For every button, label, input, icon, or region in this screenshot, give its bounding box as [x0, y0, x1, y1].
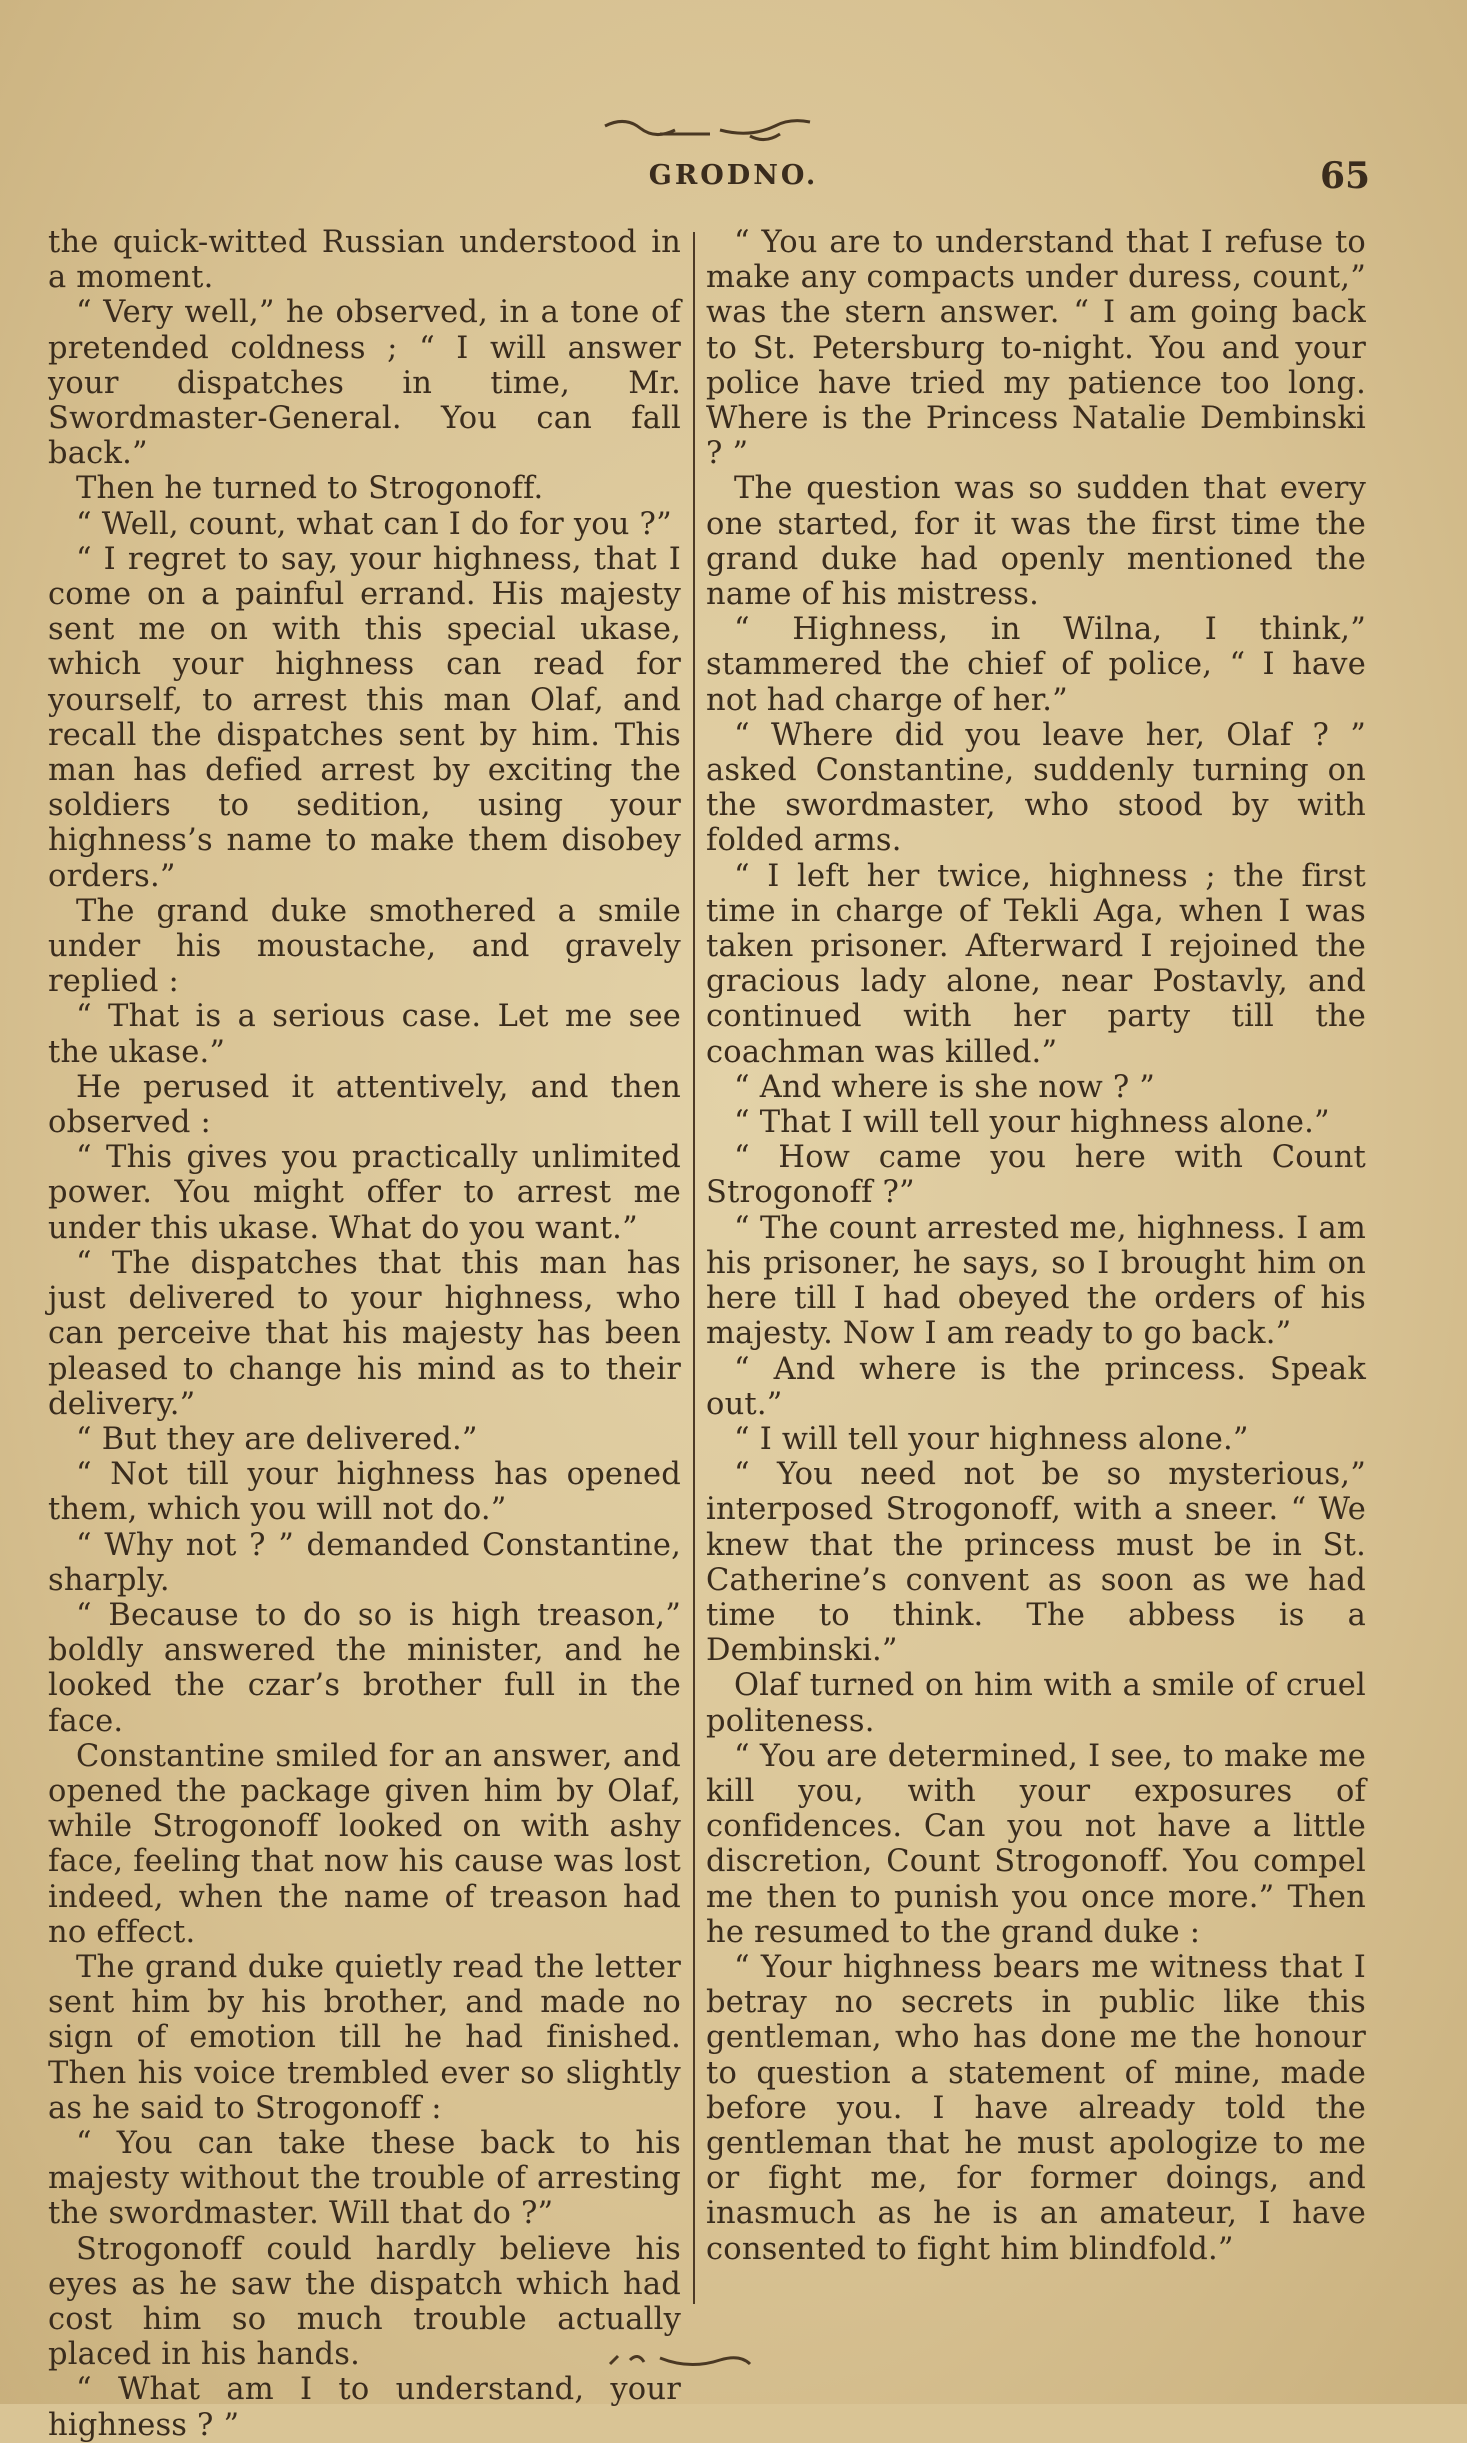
paragraph: “ I will tell your highness alone.”: [734, 1421, 1249, 1457]
paragraph: “ I regret to say, your highness, that I come on a painful errand. His majesty sent me on with this special ukase, which your highness can read for yourself, to arrest this man Olaf, and recall the dispatches sent by him. This man has defied arrest by exciting the soldiers to sedition, using your highness’s name to make them disobey orders.”: [48, 541, 681, 894]
paragraph: “ What am I to understand, your highness ? ”: [48, 2372, 681, 2443]
paragraph: “ But they are delivered.”: [76, 1421, 478, 1457]
paragraph: “ Not till your highness has opened them, which you will not do.”: [48, 1457, 681, 1528]
paragraph: “ You are determined, I see, to make me kill you, with your exposures of confidences. Can you not have a little discretion, Count Strogonoff. You compel me then to punish you once more.” Then he resumed to the grand duke :: [706, 1738, 1366, 1950]
page-number: 65: [1320, 155, 1371, 197]
paragraph: Constantine smiled for an answer, and opened the package given him by Olaf, while Strogonoff looked on with ashy face, feeling that now his cause was lost indeed, when the name of treason had no effect.: [48, 1738, 681, 1950]
paragraph: “ Your highness bears me witness that I betray no secrets in public like this gentleman, who has done me the honour to question a statement of mine, made before you. I have already told the gentleman that he must apologize to me or fight me, for former doings, and inasmuch as he is an amateur, I have consented to fight him blindfold.”: [706, 1949, 1366, 2267]
column-divider: [693, 232, 695, 2304]
paragraph: The grand duke quietly read the letter sent him by his brother, and made no sign of emotion till he had finished. Then his voice trembled ever so slightly as he said to Strogonoff :: [48, 1949, 681, 2126]
paragraph: Strogonoff could hardly believe his eyes as he saw the dispatch which had cost him so much trouble actually placed in his hands.: [48, 2231, 681, 2373]
paragraph: He perused it attentively, and then observed :: [48, 1069, 681, 1141]
paragraph: “ Highness, in Wilna, I think,” stammered the chief of police, “ I have not had charge of her.”: [706, 612, 1366, 718]
paragraph: “ Where did you leave her, Olaf ? ” asked Constantine, suddenly turning on the swordmaster, who stood by with folded arms.: [706, 717, 1366, 859]
paragraph: “ That I will tell your highness alone.”: [734, 1105, 1330, 1141]
paragraph: The question was so sudden that every one started, for it was the first time the grand duke had openly mentioned the name of his mistress.: [706, 471, 1366, 613]
paragraph: Olaf turned on him with a smile of cruel politeness.: [706, 1668, 1366, 1739]
paragraph: “ You need not be so mysterious,” interposed Strogonoff, with a sneer. “ We knew that the princess must be in St. Catherine’s convent as soon as we had time to think. The abbess is a Dembinski.”: [706, 1457, 1366, 1669]
paragraph: “ That is a serious case. Let me see the ukase.”: [48, 999, 681, 1070]
right-text-column: [706, 225, 1366, 2315]
paragraph: The grand duke smothered a smile under his moustache, and gravely replied :: [48, 893, 681, 1000]
flourish-ornament-top: [600, 108, 830, 148]
paragraph: “ You are to understand that I refuse to make any compacts under duress, count,” was the stern answer. “ I am going back to St. Petersburg to-night. You and your police have tried my patience too long. Where is the Princess Natalie Dembinski ? ”: [706, 225, 1366, 472]
paragraph: “ The dispatches that this man has just delivered to your highness, who can perceive that his majesty has been pleased to change his mind as to their delivery.”: [48, 1245, 681, 1422]
flourish-ornament-bottom: [600, 2340, 800, 2380]
paragraph: “ And where is the princess. Speak out.”: [706, 1351, 1366, 1422]
paragraph: the quick-witted Russian understood in a moment.: [48, 225, 681, 296]
running-header: GRODNO.: [648, 160, 819, 191]
paragraph: “ And where is she now ? ”: [734, 1069, 1156, 1105]
paragraph: “ Why not ? ” demanded Constantine, sharply.: [48, 1527, 681, 1598]
paragraph: Then he turned to Strogonoff.: [76, 471, 544, 507]
paragraph: “ Well, count, what can I do for you ?”: [76, 506, 672, 542]
paragraph: “ You can take these back to his majesty without the trouble of arresting the swordmaster. Will that do ?”: [48, 2125, 681, 2232]
paragraph: “ The count arrested me, highness. I am his prisoner, he says, so I brought him on here till I had obeyed the orders of his majesty. Now I am ready to go back.”: [706, 1210, 1366, 1352]
paragraph: “ Very well,” he observed, in a tone of pretended coldness ; “ I will answer your dispatches in time, Mr. Swordmaster-General. You can fall back.”: [48, 295, 681, 472]
paragraph: “ I left her twice, highness ; the first time in charge of Tekli Aga, when I was taken prisoner. Afterward I rejoined the gracious lady alone, near Postavly, and continued with her party till the coachman was killed.”: [706, 858, 1366, 1070]
paragraph: “ This gives you practically unlimited power. You might offer to arrest me under this ukase. What do you want.”: [48, 1140, 681, 1246]
left-text-column: [48, 225, 681, 2443]
paragraph: “ Because to do so is high treason,” boldly answered the minister, and he looked the czar’s brother full in the face.: [48, 1597, 681, 1739]
paragraph: “ How came you here with Count Strogonoff ?”: [706, 1140, 1366, 1211]
